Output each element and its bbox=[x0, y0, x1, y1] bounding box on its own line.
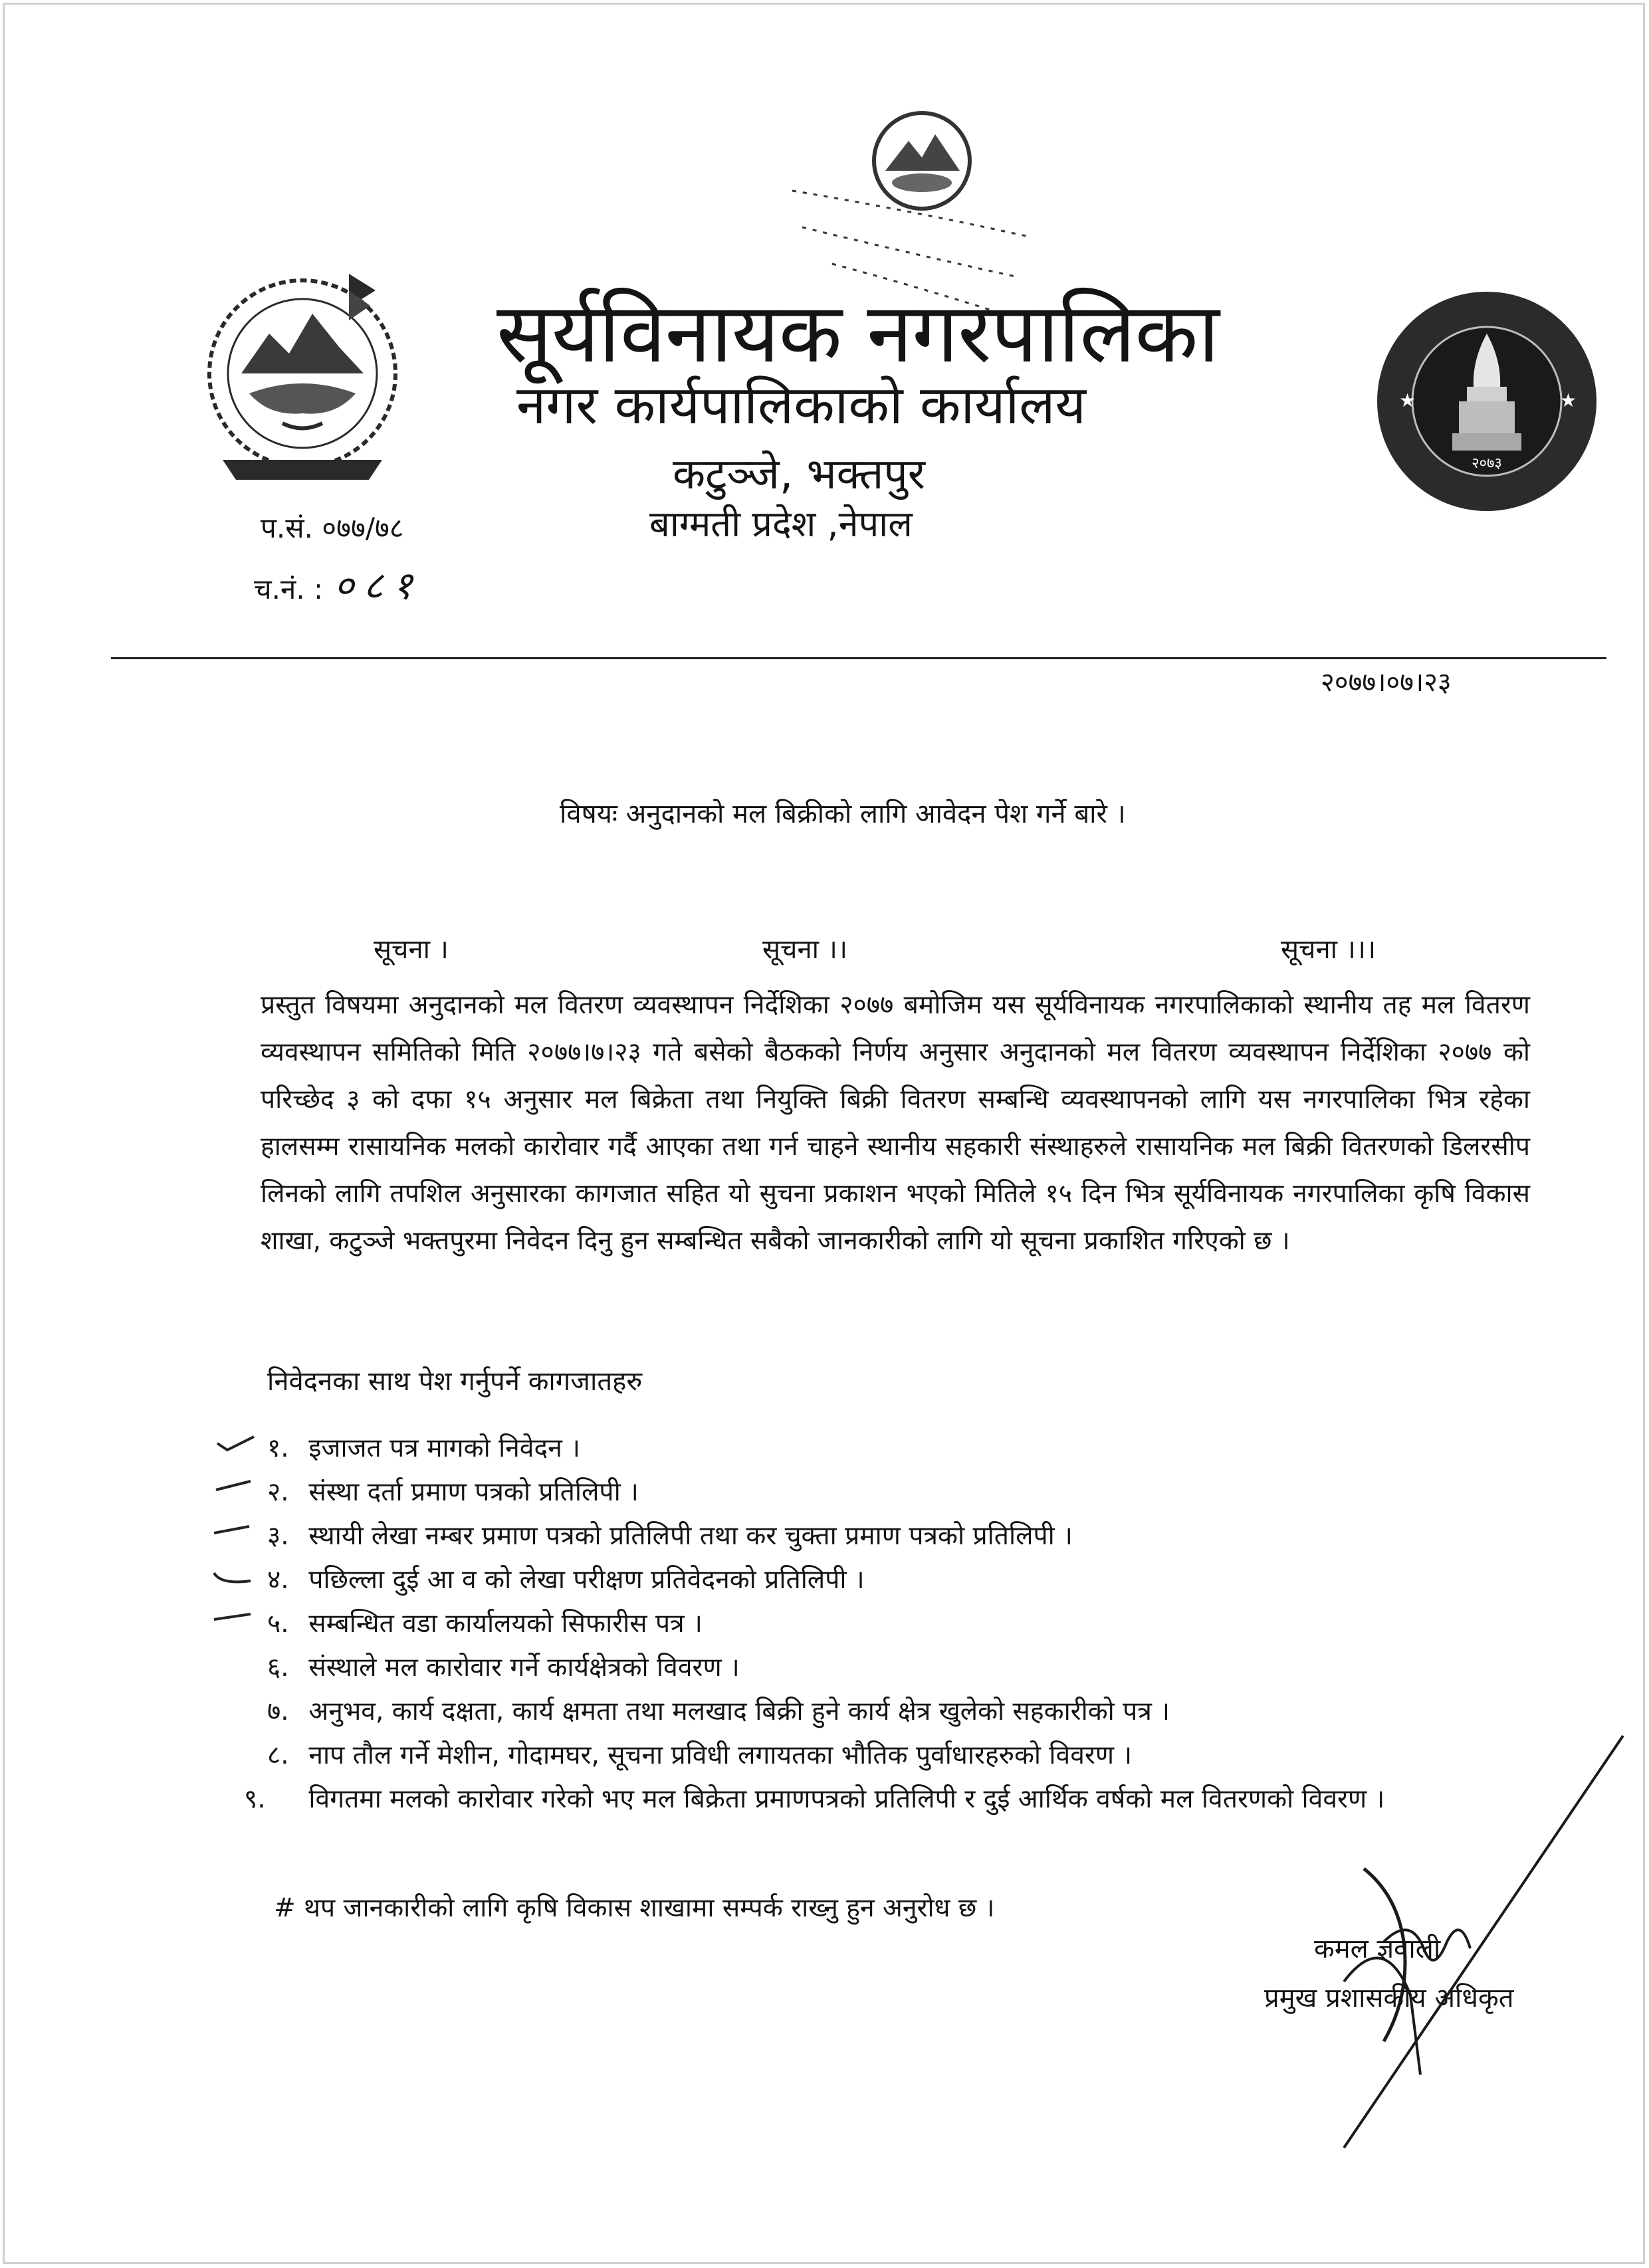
body-paragraph: प्रस्तुत विषयमा अनुदानको मल वितरण व्यवस्थापन निर्देशिका २०७७ बमोजिम यस सूर्यविनायक नगरपालिकाको स्थानीय तह मल वितरण व्यवस्थापन समितिको मिति २०७७।७।२३ गते बसेको बैठकको निर्णय अनुसार अनुदानको मल वितरण व्यवस्थापन निर्देशिका २०७७ को परिच्छेद ३ को दफा १५ अनुसार मल बिक्रेता तथा नियुक्ति बिक्री वितरण सम्बन्धि व्यवस्थापनको लागि यस नगरपालिका भित्र रहेका हालसम्म रासायनिक मलको कारोवार गर्दै आएका तथा गर्न चाहने स्थानीय सहकारी संस्थाहरुले रासायनिक मल बिक्री वितरणको डिलरसीप लिनको लागि तपशिल अनुसारका कागजात सहित यो सुचना प्रकाशन भएको मितिले १५ दिन भित्र सूर्यविनायक नगरपालिका कृषि विकास शाखा, कटुञ्जे भक्तपुरमा निवेदन दिनु हुन सम्बन्धित सबैको जानकारीको लागि यो सूचना प्रकाशित गरिएको छ । bbox=[261, 990, 1530, 1256]
header-divider bbox=[111, 657, 1606, 659]
list-item: ८. नाप तौल गर्ने मेशीन, गोदामघर, सूचना प्रविधी लगायतका भौतिक पुर्वाधारहरुको विवरण । bbox=[267, 1740, 1133, 1770]
notice-label-3: सूचना ।।। bbox=[1281, 934, 1376, 965]
municipality-name: सूर्यविनायक नगरपालिका bbox=[496, 286, 1219, 381]
list-item: ९. विगतमा मलको कारोवार गरेको भए मल बिक्रेता प्रमाणपत्रको प्रतिलिपी र दुई आर्थिक वर्षको मल वितरणको विवरण । bbox=[244, 1784, 1385, 1814]
list-item: ३. स्थायी लेखा नम्बर प्रमाण पत्रको प्रतिलिपी तथा कर चुक्ता प्रमाण पत्रको प्रतिलिपी । bbox=[267, 1521, 1073, 1551]
province-line: बाग्मती प्रदेश ,नेपाल bbox=[649, 503, 913, 545]
notice-label-1: सूचना । bbox=[374, 934, 449, 965]
svg-text:★: ★ bbox=[1399, 389, 1416, 411]
signatory-name: कमल ज्ञवाली bbox=[1314, 1934, 1441, 1964]
national-emblem-seal bbox=[183, 260, 422, 493]
list-item: ४. पछिल्ला दुई आ व को लेखा परीक्षण प्रतिवेदनको प्रतिलिपी । bbox=[267, 1565, 865, 1595]
address-line: कटुञ्जे, भक्तपुर bbox=[673, 450, 925, 499]
subject-line: विषयः अनुदानको मल बिक्रीको लागि आवेदन पेश गर्ने बारे । bbox=[560, 799, 1126, 829]
list-item: १. इजाजत पत्र मागको निवेदन । bbox=[267, 1433, 581, 1463]
office-name: नगर कार्यपालिकाको कार्यालय bbox=[516, 374, 1086, 436]
svg-text:★: ★ bbox=[1560, 389, 1577, 411]
list-item: ६. संस्थाले मल कारोवार गर्ने कार्यक्षेत्रको विवरण । bbox=[267, 1653, 740, 1683]
municipality-logo-seal bbox=[1373, 287, 1602, 516]
reference-number: प.सं. ०७७/७८ bbox=[261, 512, 404, 544]
dispatch-number-row bbox=[254, 558, 422, 610]
dispatch-label: च.नं. : bbox=[254, 573, 324, 605]
letter-page bbox=[3, 3, 1645, 2264]
notice-label-2: सूचना ।। bbox=[762, 934, 848, 965]
signatory-title: प्रमुख प्रशासकीय अधिकृत bbox=[1264, 1983, 1514, 2013]
list-item: ७. अनुभव, कार्य दक्षता, कार्य क्षमता तथा मलखाद बिक्री हुने कार्य क्षेत्र खुलेको सहकारीको पत्र । bbox=[267, 1697, 1170, 1726]
dispatch-number: ०८१ bbox=[334, 563, 422, 608]
logo-year: २०७३ bbox=[1472, 455, 1502, 472]
handwritten-tick-marks bbox=[204, 1427, 264, 1653]
footer-note: # थप जानकारीको लागि कृषि विकास शाखामा सम्पर्क राख्नु हुन अनुरोध छ । bbox=[274, 1893, 995, 1923]
list-item: २. संस्था दर्ता प्रमाण पत्रको प्रतिलिपी । bbox=[267, 1477, 639, 1507]
letter-date: २०७७।०७।२३ bbox=[1321, 667, 1452, 698]
documents-heading: निवेदनका साथ पेश गर्नुपर्ने कागजातहरु bbox=[267, 1366, 643, 1397]
list-item: ५. सम्बन्धित वडा कार्यालयको सिफारीस पत्र । bbox=[267, 1609, 703, 1639]
